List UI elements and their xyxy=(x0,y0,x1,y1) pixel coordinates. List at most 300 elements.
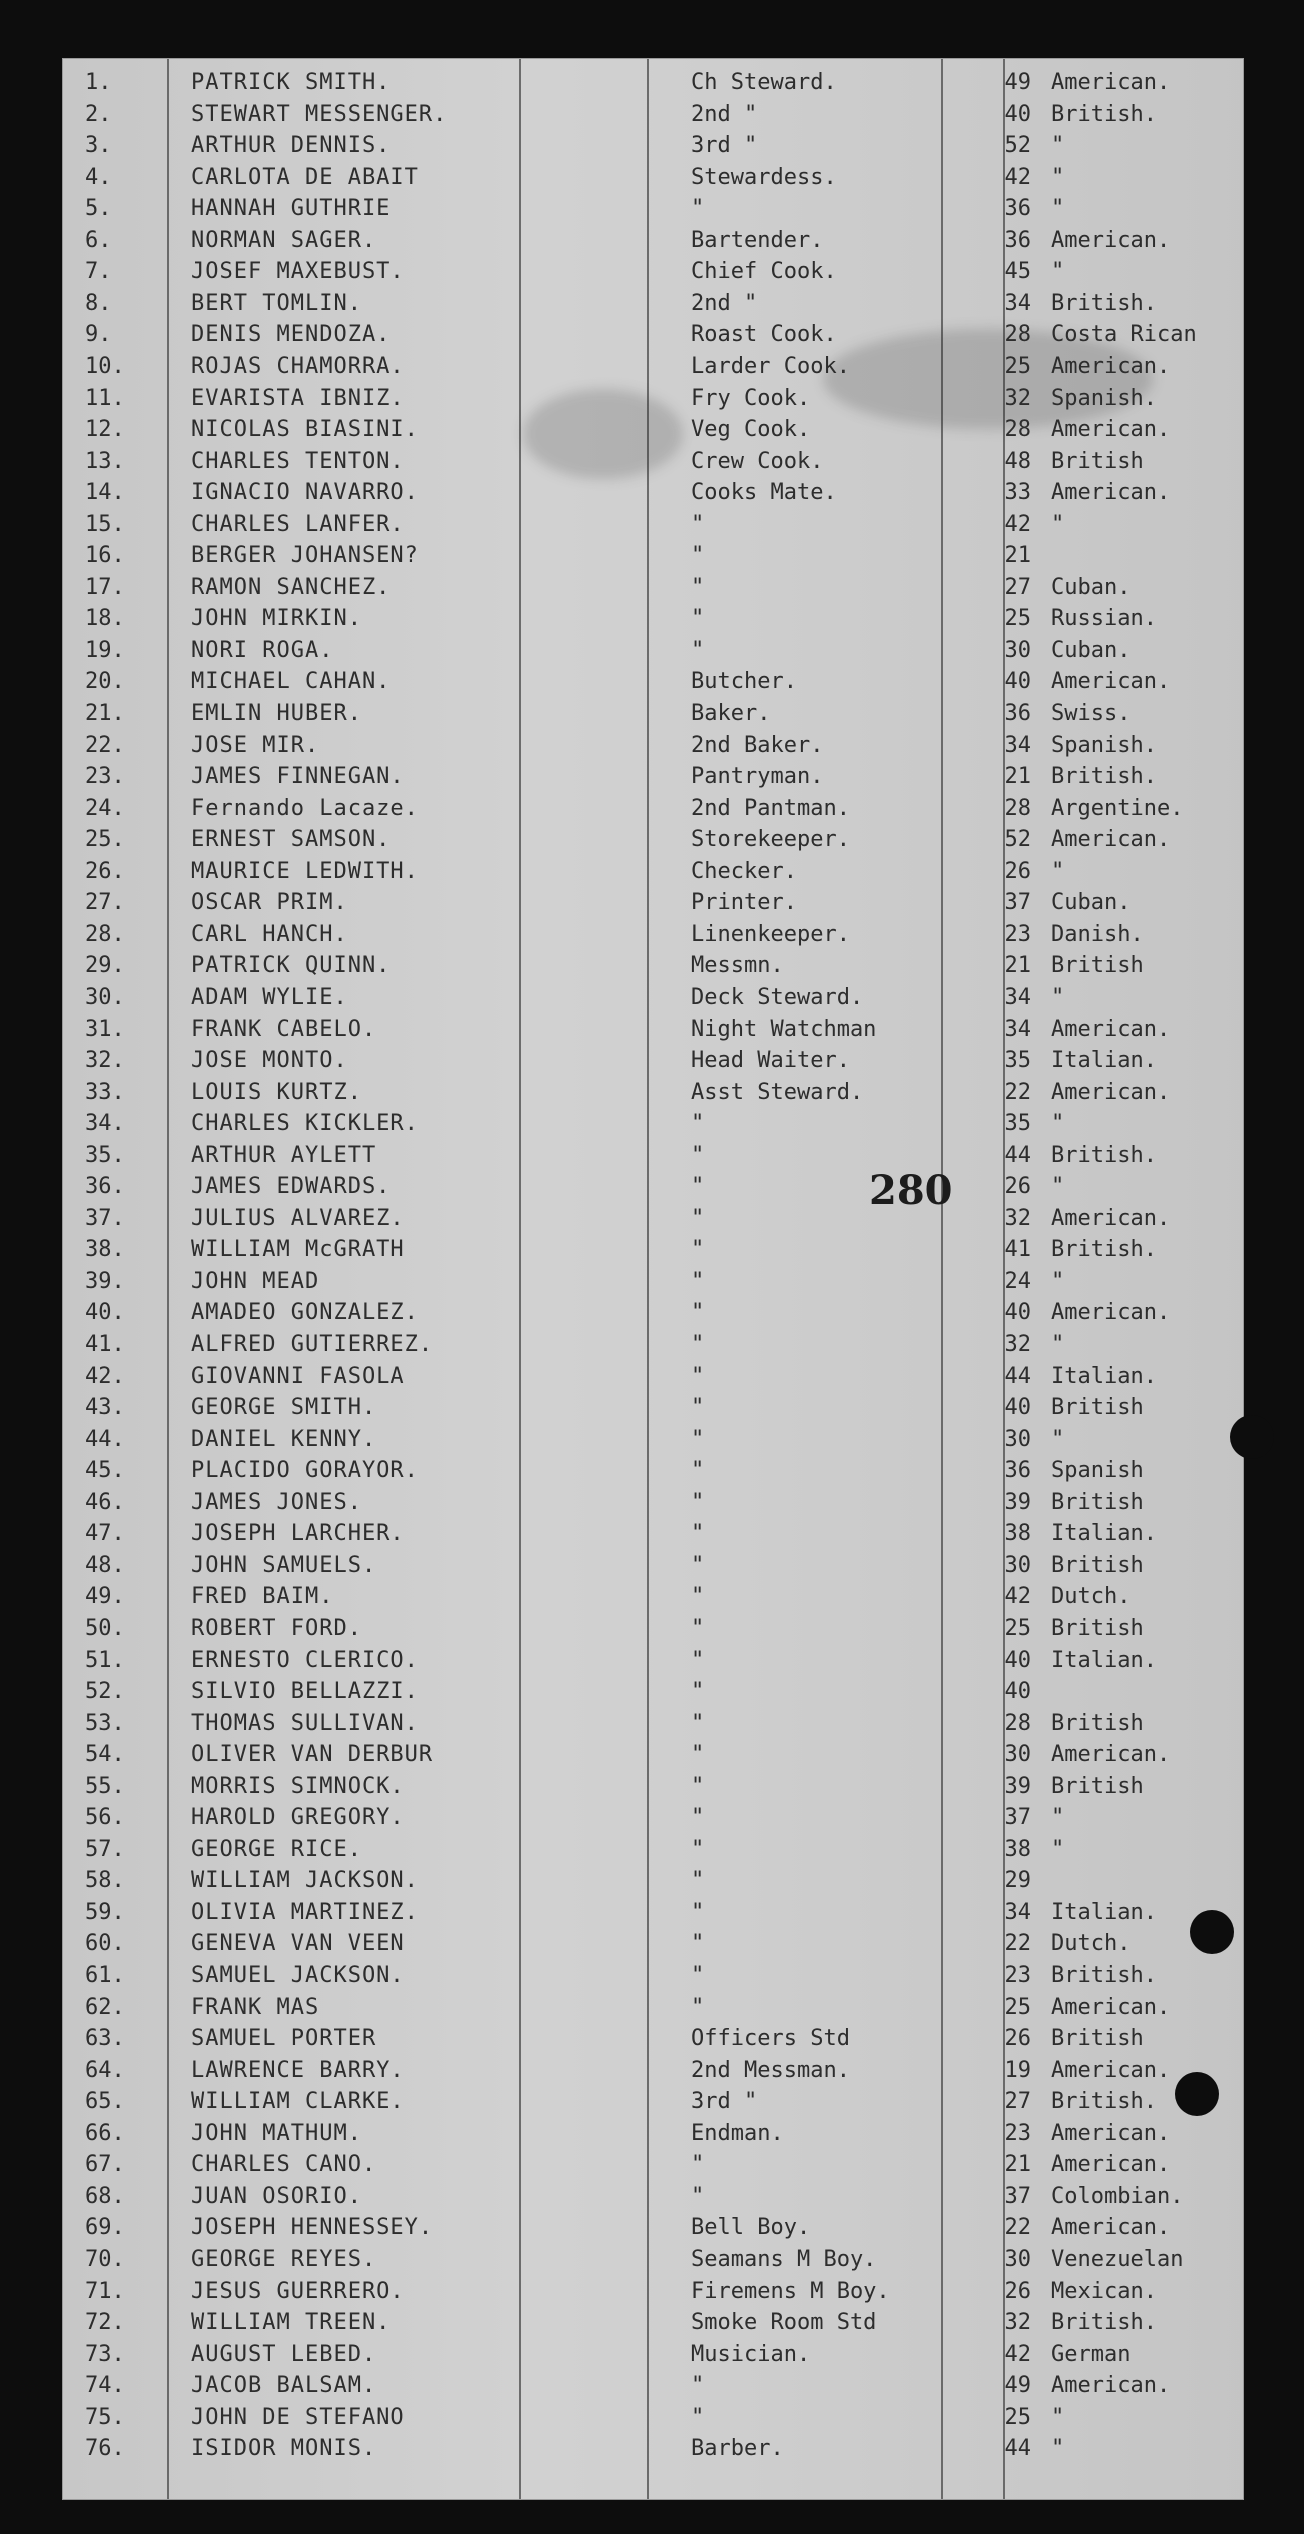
crew-nationality: American. xyxy=(1051,1300,1171,1326)
crew-age: 42 xyxy=(1004,2341,1031,2367)
crew-position: " xyxy=(691,1963,705,1988)
crew-name: PLACIDO GORAYOR. xyxy=(191,1458,419,1484)
row-number: 15. xyxy=(85,511,125,537)
crew-age: 36 xyxy=(1004,1458,1031,1484)
crew-name: LOUIS KURTZ. xyxy=(191,1079,362,1105)
crew-name: WILLIAM TREEN. xyxy=(191,2310,391,2336)
crew-name: AUGUST LEBED. xyxy=(191,2341,377,2367)
crew-age: 32 xyxy=(1004,2310,1031,2336)
crew-age: 37 xyxy=(1004,1805,1031,1831)
crew-age: 33 xyxy=(1004,480,1031,506)
crew-position: 2nd Baker. xyxy=(691,732,824,758)
row-number: 69. xyxy=(85,2215,125,2241)
row-number: 37. xyxy=(85,1205,125,1231)
table-row xyxy=(63,319,1243,350)
crew-position: Linenkeeper. xyxy=(691,921,850,947)
crew-age: 39 xyxy=(1004,1773,1031,1799)
crew-nationality: " xyxy=(1051,1111,1065,1137)
crew-name: DENIS MENDOZA. xyxy=(191,322,391,348)
row-number: 13. xyxy=(85,448,125,474)
crew-nationality: American. xyxy=(1051,1205,1171,1231)
table-row xyxy=(63,1108,1243,1139)
crew-name: ARTHUR DENNIS. xyxy=(191,133,391,159)
crew-age: 52 xyxy=(1004,133,1031,159)
crew-age: 26 xyxy=(1004,858,1031,884)
crew-position: " xyxy=(691,1332,705,1357)
crew-name: OLIVIA MARTINEZ. xyxy=(191,1899,419,1925)
crew-position: " xyxy=(691,1395,705,1421)
row-number: 60. xyxy=(85,1931,125,1957)
crew-position: Firemens M Boy. xyxy=(691,2278,890,2304)
crew-nationality: British. xyxy=(1051,1963,1157,1988)
row-number: 73. xyxy=(85,2341,125,2367)
table-row xyxy=(63,1392,1243,1423)
crew-age: 37 xyxy=(1004,2183,1031,2209)
crew-name: CHARLES KICKLER. xyxy=(191,1111,419,1137)
crew-position: " xyxy=(691,637,705,663)
table-row xyxy=(63,730,1243,761)
crew-position: Barber. xyxy=(691,2436,784,2462)
table-row xyxy=(63,162,1243,193)
crew-nationality: British xyxy=(1051,1395,1144,1421)
row-number: 68. xyxy=(85,2183,125,2209)
crew-age: 30 xyxy=(1004,637,1031,663)
row-number: 4. xyxy=(85,164,112,190)
crew-name: JAMES FINNEGAN. xyxy=(191,764,405,790)
table-row xyxy=(63,1171,1243,1202)
crew-name: EMLIN HUBER. xyxy=(191,701,362,726)
row-number: 19. xyxy=(85,637,125,663)
table-row xyxy=(63,1928,1243,1959)
crew-age: 36 xyxy=(1004,701,1031,726)
row-number: 5. xyxy=(85,196,112,222)
row-number: 26. xyxy=(85,858,125,884)
row-number: 27. xyxy=(85,890,125,916)
crew-name: MICHAEL CAHAN. xyxy=(191,669,391,695)
table-row xyxy=(63,572,1243,603)
crew-name: ALFRED GUTIERREZ. xyxy=(191,1332,434,1357)
crew-nationality: British. xyxy=(1051,101,1157,127)
crew-name: GENEVA VAN VEEN xyxy=(191,1931,405,1957)
crew-nationality: Dutch. xyxy=(1051,1584,1131,1610)
row-number: 59. xyxy=(85,1899,125,1925)
row-number: 36. xyxy=(85,1174,125,1200)
table-row xyxy=(63,856,1243,887)
crew-name: DANIEL KENNY. xyxy=(191,1426,377,1452)
table-row xyxy=(63,1140,1243,1171)
row-number: 47. xyxy=(85,1521,125,1547)
crew-name: FRED BAIM. xyxy=(191,1584,334,1610)
crew-age: 42 xyxy=(1004,511,1031,537)
table-row xyxy=(63,1077,1243,1108)
crew-nationality: American. xyxy=(1051,1079,1171,1105)
crew-age: 22 xyxy=(1004,1079,1031,1105)
table-row xyxy=(63,1739,1243,1770)
crew-position: " xyxy=(691,1552,705,1578)
crew-position: " xyxy=(691,1899,705,1925)
crew-age: 23 xyxy=(1004,1963,1031,1988)
table-row xyxy=(63,2339,1243,2370)
crew-name: OLIVER VAN DERBUR xyxy=(191,1742,434,1768)
crew-age: 21 xyxy=(1004,764,1031,790)
crew-position: " xyxy=(691,1111,705,1137)
crew-age: 22 xyxy=(1004,1931,1031,1957)
crew-age: 36 xyxy=(1004,196,1031,222)
crew-position: " xyxy=(691,1710,705,1736)
crew-age: 40 xyxy=(1004,1395,1031,1421)
row-number: 46. xyxy=(85,1489,125,1515)
crew-name: MAURICE LEDWITH. xyxy=(191,858,419,884)
crew-name: SAMUEL PORTER xyxy=(191,2026,377,2052)
crew-age: 24 xyxy=(1004,1268,1031,1294)
punch-hole xyxy=(1230,1415,1274,1459)
crew-nationality: Costa Rican xyxy=(1051,322,1197,348)
table-row xyxy=(63,130,1243,161)
crew-age: 45 xyxy=(1004,259,1031,285)
table-row xyxy=(63,2402,1243,2433)
crew-age: 32 xyxy=(1004,385,1031,411)
table-row xyxy=(63,1266,1243,1297)
crew-age: 28 xyxy=(1004,322,1031,348)
page-number: 280 xyxy=(869,1167,953,1214)
crew-position: Head Waiter. xyxy=(691,1048,850,1074)
crew-name: JOSE MIR. xyxy=(191,732,320,758)
table-row xyxy=(63,761,1243,792)
crew-nationality: " xyxy=(1051,2404,1065,2430)
crew-position: " xyxy=(691,1268,705,1294)
crew-position: 2nd " xyxy=(691,290,758,316)
crew-age: 21 xyxy=(1004,543,1031,569)
crew-nationality: " xyxy=(1051,1332,1065,1357)
row-number: 12. xyxy=(85,417,125,443)
crew-age: 38 xyxy=(1004,1521,1031,1547)
crew-name: IGNACIO NAVARRO. xyxy=(191,480,419,506)
crew-position: Veg Cook. xyxy=(691,417,811,443)
crew-position: Asst Steward. xyxy=(691,1079,864,1105)
crew-nationality: American. xyxy=(1051,227,1171,253)
row-number: 28. xyxy=(85,921,125,947)
row-number: 17. xyxy=(85,574,125,600)
crew-position: 2nd " xyxy=(691,101,758,127)
crew-position: " xyxy=(691,1994,705,2020)
crew-age: 49 xyxy=(1004,2373,1031,2399)
crew-position: " xyxy=(691,1363,705,1389)
crew-name: Fernando Lacaze. xyxy=(191,795,419,821)
table-row xyxy=(63,1045,1243,1076)
crew-position: Stewardess. xyxy=(691,164,837,190)
crew-age: 25 xyxy=(1004,353,1031,379)
crew-name: JOHN SAMUELS. xyxy=(191,1552,377,1578)
row-number: 31. xyxy=(85,1016,125,1042)
crew-nationality: British xyxy=(1051,1552,1144,1578)
crew-age: 42 xyxy=(1004,1584,1031,1610)
crew-position: Larder Cook. xyxy=(691,353,850,379)
row-number: 41. xyxy=(85,1332,125,1357)
table-row xyxy=(63,698,1243,729)
crew-name: JOSEPH HENNESSEY. xyxy=(191,2215,434,2241)
row-number: 65. xyxy=(85,2089,125,2115)
table-row xyxy=(63,2212,1243,2243)
crew-age: 27 xyxy=(1004,574,1031,600)
crew-nationality: British. xyxy=(1051,1237,1157,1263)
crew-nationality: Spanish. xyxy=(1051,385,1157,411)
crew-position: " xyxy=(691,2183,705,2209)
crew-position: Messmn. xyxy=(691,953,784,979)
table-row xyxy=(63,2149,1243,2180)
crew-nationality: Mexican. xyxy=(1051,2278,1157,2304)
crew-nationality: " xyxy=(1051,858,1065,884)
crew-position: " xyxy=(691,1521,705,1547)
crew-age: 30 xyxy=(1004,1742,1031,1768)
table-row xyxy=(63,193,1243,224)
row-number: 24. xyxy=(85,795,125,821)
row-number: 71. xyxy=(85,2278,125,2304)
crew-nationality: Italian. xyxy=(1051,1048,1157,1074)
crew-age: 25 xyxy=(1004,606,1031,632)
crew-age: 34 xyxy=(1004,1016,1031,1042)
crew-name: AMADEO GONZALEZ. xyxy=(191,1300,419,1326)
crew-position: " xyxy=(691,1142,705,1168)
table-row xyxy=(63,982,1243,1013)
crew-nationality: British xyxy=(1051,1773,1144,1799)
crew-nationality: Colombian. xyxy=(1051,2183,1184,2209)
crew-position: Seamans M Boy. xyxy=(691,2246,877,2272)
table-row xyxy=(63,1645,1243,1676)
crew-age: 30 xyxy=(1004,1552,1031,1578)
crew-age: 27 xyxy=(1004,2089,1031,2115)
crew-age: 48 xyxy=(1004,448,1031,474)
crew-nationality: " xyxy=(1051,1268,1065,1294)
crew-position: " xyxy=(691,511,705,537)
crew-nationality: Italian. xyxy=(1051,1899,1157,1925)
crew-age: 25 xyxy=(1004,1994,1031,2020)
table-row xyxy=(63,446,1243,477)
row-number: 48. xyxy=(85,1552,125,1578)
crew-position: Storekeeper. xyxy=(691,827,850,853)
crew-list-table xyxy=(63,59,1243,2499)
table-row xyxy=(63,2055,1243,2086)
table-row xyxy=(63,1960,1243,1991)
row-number: 72. xyxy=(85,2310,125,2336)
crew-position: " xyxy=(691,1584,705,1610)
crew-name: JOSEPH LARCHER. xyxy=(191,1521,405,1547)
crew-nationality: Cuban. xyxy=(1051,890,1131,916)
table-row xyxy=(63,793,1243,824)
crew-position: Checker. xyxy=(691,858,797,884)
crew-nationality: " xyxy=(1051,1426,1065,1452)
crew-age: 29 xyxy=(1004,1868,1031,1894)
crew-nationality: British xyxy=(1051,448,1144,474)
crew-name: LAWRENCE BARRY. xyxy=(191,2057,405,2083)
crew-name: ROJAS CHAMORRA. xyxy=(191,353,405,379)
crew-nationality: Argentine. xyxy=(1051,795,1184,821)
table-row xyxy=(63,2086,1243,2117)
crew-position: " xyxy=(691,1489,705,1515)
row-number: 21. xyxy=(85,701,125,726)
crew-nationality: British. xyxy=(1051,2089,1157,2115)
crew-nationality: British. xyxy=(1051,1142,1157,1168)
crew-name: CHARLES TENTON. xyxy=(191,448,405,474)
row-number: 39. xyxy=(85,1268,125,1294)
crew-nationality: " xyxy=(1051,2436,1065,2462)
crew-position: Fry Cook. xyxy=(691,385,811,411)
table-row xyxy=(63,256,1243,287)
row-number: 34. xyxy=(85,1111,125,1137)
row-number: 2. xyxy=(85,101,112,127)
crew-age: 34 xyxy=(1004,290,1031,316)
crew-age: 28 xyxy=(1004,795,1031,821)
crew-position: Baker. xyxy=(691,701,771,726)
table-row xyxy=(63,2118,1243,2149)
table-row xyxy=(63,1424,1243,1455)
crew-age: 21 xyxy=(1004,953,1031,979)
table-row xyxy=(63,1708,1243,1739)
table-row xyxy=(63,887,1243,918)
crew-name: ISIDOR MONIS. xyxy=(191,2436,377,2462)
table-row xyxy=(63,2433,1243,2464)
table-row xyxy=(63,666,1243,697)
row-number: 11. xyxy=(85,385,125,411)
crew-nationality: American. xyxy=(1051,669,1171,695)
crew-nationality: British xyxy=(1051,2026,1144,2052)
crew-name: JOHN MIRKIN. xyxy=(191,606,362,632)
crew-name: FRANK CABELO. xyxy=(191,1016,377,1042)
crew-age: 32 xyxy=(1004,1205,1031,1231)
row-number: 50. xyxy=(85,1615,125,1641)
crew-nationality: Venezuelan xyxy=(1051,2246,1184,2272)
crew-nationality: American. xyxy=(1051,2152,1171,2178)
table-row xyxy=(63,1487,1243,1518)
table-row xyxy=(63,919,1243,950)
crew-age: 40 xyxy=(1004,1300,1031,1326)
crew-position: " xyxy=(691,1615,705,1641)
crew-name: NORI ROGA. xyxy=(191,637,334,663)
crew-position: Crew Cook. xyxy=(691,448,824,474)
crew-age: 34 xyxy=(1004,1899,1031,1925)
punch-hole xyxy=(1190,1910,1234,1954)
crew-nationality: Dutch. xyxy=(1051,1931,1131,1957)
crew-age: 28 xyxy=(1004,1710,1031,1736)
crew-position: Deck Steward. xyxy=(691,984,864,1010)
crew-age: 30 xyxy=(1004,2246,1031,2272)
row-number: 42. xyxy=(85,1363,125,1389)
crew-name: GEORGE REYES. xyxy=(191,2246,377,2272)
crew-name: JOHN MATHUM. xyxy=(191,2120,362,2146)
crew-nationality: Swiss. xyxy=(1051,701,1131,726)
crew-position: 3rd " xyxy=(691,133,758,159)
crew-nationality: British xyxy=(1051,1615,1144,1641)
crew-age: 38 xyxy=(1004,1836,1031,1862)
table-row xyxy=(63,1771,1243,1802)
table-row xyxy=(63,1581,1243,1612)
crew-name: GIOVANNI FASOLA xyxy=(191,1363,405,1389)
table-row xyxy=(63,288,1243,319)
crew-age: 23 xyxy=(1004,921,1031,947)
row-number: 38. xyxy=(85,1237,125,1263)
crew-position: Endman. xyxy=(691,2120,784,2146)
crew-age: 42 xyxy=(1004,164,1031,190)
crew-nationality: Italian. xyxy=(1051,1521,1157,1547)
crew-name: JAMES JONES. xyxy=(191,1489,362,1515)
crew-age: 22 xyxy=(1004,2215,1031,2241)
crew-age: 35 xyxy=(1004,1111,1031,1137)
crew-position: Musician. xyxy=(691,2341,811,2367)
table-row xyxy=(63,1834,1243,1865)
table-row xyxy=(63,2023,1243,2054)
crew-age: 35 xyxy=(1004,1048,1031,1074)
crew-position: Cooks Mate. xyxy=(691,480,837,506)
crew-age: 44 xyxy=(1004,1363,1031,1389)
crew-age: 26 xyxy=(1004,1174,1031,1200)
crew-age: 26 xyxy=(1004,2278,1031,2304)
crew-position: " xyxy=(691,1237,705,1263)
crew-age: 25 xyxy=(1004,2404,1031,2430)
crew-nationality: Russian. xyxy=(1051,606,1157,632)
crew-name: MORRIS SIMNOCK. xyxy=(191,1773,405,1799)
crew-nationality: Italian. xyxy=(1051,1647,1157,1673)
crew-name: ERNESTO CLERICO. xyxy=(191,1647,419,1673)
crew-position: " xyxy=(691,1742,705,1768)
table-row xyxy=(63,383,1243,414)
table-row xyxy=(63,1865,1243,1896)
crew-name: PATRICK QUINN. xyxy=(191,953,391,979)
crew-name: HAROLD GREGORY. xyxy=(191,1805,405,1831)
crew-name: STEWART MESSENGER. xyxy=(191,101,448,127)
crew-position: Bartender. xyxy=(691,227,824,253)
crew-position: Roast Cook. xyxy=(691,322,837,348)
crew-nationality: American. xyxy=(1051,2057,1171,2083)
crew-position: Ch Steward. xyxy=(691,70,837,95)
crew-nationality: British. xyxy=(1051,290,1157,316)
crew-nationality: American. xyxy=(1051,417,1171,443)
crew-position: " xyxy=(691,196,705,222)
crew-age: 25 xyxy=(1004,1615,1031,1641)
row-number: 63. xyxy=(85,2026,125,2052)
crew-name: CARL HANCH. xyxy=(191,921,348,947)
row-number: 57. xyxy=(85,1836,125,1862)
crew-name: HANNAH GUTHRIE xyxy=(191,196,391,222)
crew-age: 41 xyxy=(1004,1237,1031,1263)
row-number: 51. xyxy=(85,1647,125,1673)
crew-position: " xyxy=(691,1805,705,1831)
crew-name: JOSE MONTO. xyxy=(191,1048,348,1074)
row-number: 62. xyxy=(85,1994,125,2020)
row-number: 43. xyxy=(85,1395,125,1421)
crew-age: 28 xyxy=(1004,417,1031,443)
crew-position: 3rd " xyxy=(691,2089,758,2115)
row-number: 49. xyxy=(85,1584,125,1610)
crew-age: 37 xyxy=(1004,890,1031,916)
crew-nationality: " xyxy=(1051,1836,1065,1862)
crew-position: Printer. xyxy=(691,890,797,916)
crew-nationality: American. xyxy=(1051,480,1171,506)
crew-nationality: British xyxy=(1051,1710,1144,1736)
row-number: 74. xyxy=(85,2373,125,2399)
table-row xyxy=(63,2276,1243,2307)
crew-nationality: Cuban. xyxy=(1051,574,1131,600)
crew-name: WILLIAM CLARKE. xyxy=(191,2089,405,2115)
row-number: 9. xyxy=(85,322,112,348)
crew-name: WILLIAM JACKSON. xyxy=(191,1868,419,1894)
crew-age: 39 xyxy=(1004,1489,1031,1515)
table-row xyxy=(63,477,1243,508)
crew-position: " xyxy=(691,1679,705,1705)
crew-position: 2nd Pantman. xyxy=(691,795,850,821)
crew-age: 21 xyxy=(1004,2152,1031,2178)
table-row xyxy=(63,1234,1243,1265)
crew-name: WILLIAM McGRATH xyxy=(191,1237,405,1263)
crew-nationality: " xyxy=(1051,196,1065,222)
